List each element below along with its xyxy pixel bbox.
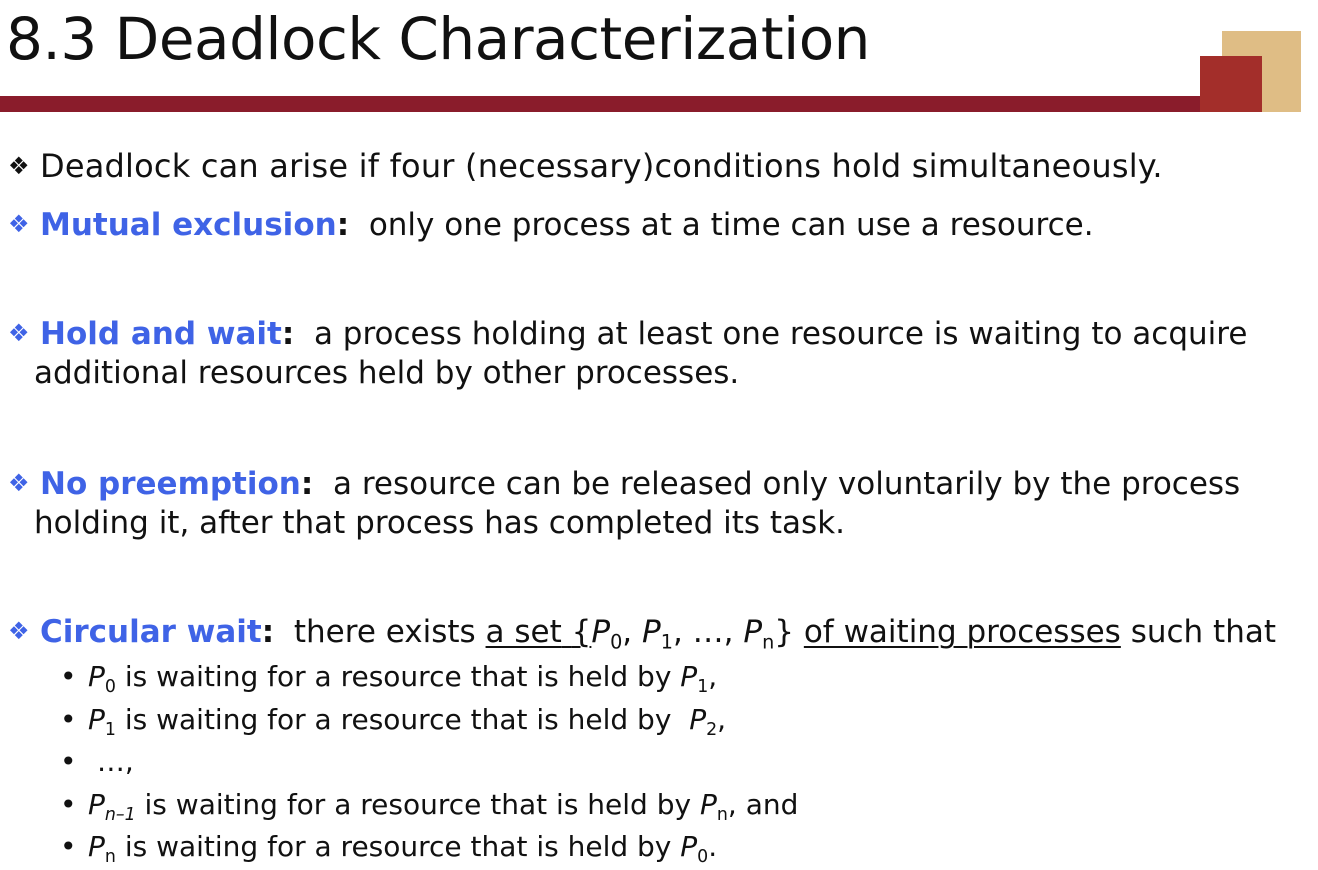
condition-circular-wait: ❖ Circular wait: there exists a set {$P_0$, $P_1$, …, $P_n$} of waiting processes such that xyxy=(8,611,1276,652)
wait-bullet-row: • $P_1$ is waiting for a resource that is held by $P_2$, xyxy=(60,703,727,741)
wait-bullet-row xyxy=(60,744,134,780)
waiting-phrase: of waiting processes xyxy=(803,614,1121,650)
title-decoration-front xyxy=(1200,56,1262,112)
condition-continuation: holding it, after that process has completed its task. xyxy=(34,505,846,541)
bullet-text: is waiting for a resource that is held by xyxy=(144,788,692,821)
condition-term: Hold and wait xyxy=(40,316,282,352)
process-subscript: 1 xyxy=(660,630,673,654)
process-subscript: n xyxy=(762,630,775,654)
condition-no-preemption xyxy=(8,463,1240,504)
process-symbol: P xyxy=(88,830,105,863)
set-phrase: a set { xyxy=(485,614,592,650)
condition-text: a resource can be released only voluntarily by the process xyxy=(333,466,1241,502)
process-symbol: P xyxy=(689,703,707,736)
condition-term: No preemption xyxy=(40,466,301,502)
bullet-text: is waiting for a resource that is held by xyxy=(124,660,672,693)
wait-bullet-row: • $P_n$ is waiting for a resource that is held by $P_0$. xyxy=(60,830,718,868)
title-rule xyxy=(0,96,1200,112)
intro-text: Deadlock can arise if four (necessary)conditions hold simultaneously. xyxy=(40,147,1163,185)
wait-bullet-row: • $P_0$ is waiting for a resource that is held by $P_1$, xyxy=(60,660,718,698)
condition-colon: : xyxy=(281,316,295,352)
process-symbol: P xyxy=(88,703,105,736)
intro-line xyxy=(8,146,1163,186)
process-symbol: P xyxy=(680,660,698,693)
diamond-bullet-icon: ❖ xyxy=(8,319,30,347)
condition-colon: : xyxy=(336,207,350,243)
bullet-dot-icon: • xyxy=(60,703,77,736)
process-symbol: P xyxy=(642,614,661,650)
process-subscript: 0 xyxy=(610,630,623,654)
process-symbol: P xyxy=(591,614,611,650)
diamond-bullet-icon: ❖ xyxy=(8,469,30,497)
bullet-dot-icon: • xyxy=(60,660,77,693)
condition-colon: : xyxy=(300,466,314,502)
condition-text: only one process at a time can use a resource. xyxy=(368,207,1094,243)
bullet-text: is waiting for a resource that is held by xyxy=(124,830,672,863)
condition-continuation: additional resources held by other processes. xyxy=(34,355,740,391)
condition-colon: : xyxy=(261,614,275,650)
condition-text: a process holding at least one resource is waiting to acquire xyxy=(313,316,1248,352)
process-symbol: P xyxy=(88,788,105,821)
process-symbol: P xyxy=(699,788,717,821)
condition-term: Mutual exclusion xyxy=(40,207,337,243)
condition-tail: such that xyxy=(1130,614,1277,650)
diamond-bullet-icon: ❖ xyxy=(8,617,30,645)
condition-mutual-exclusion xyxy=(8,204,1094,245)
diamond-bullet-icon: ❖ xyxy=(8,152,30,180)
bullet-dot-icon: • xyxy=(60,830,77,863)
condition-hold-and-wait xyxy=(8,313,1247,354)
bullet-dot-icon: • xyxy=(60,788,77,821)
bullet-text: …, xyxy=(96,745,134,778)
process-symbol: P xyxy=(743,614,763,650)
condition-term: Circular wait xyxy=(40,614,262,650)
process-symbol: P xyxy=(680,830,698,863)
condition-text: there exists xyxy=(293,614,476,650)
wait-bullet-row: • $P_{n-1}$ is waiting for a resource that is held by $P_n$, and xyxy=(60,788,799,826)
slide-title: 8.3 Deadlock Characterization xyxy=(6,5,870,73)
bullet-dot-icon: • xyxy=(60,745,77,778)
diamond-bullet-icon: ❖ xyxy=(8,210,30,238)
set-ellipsis: …, xyxy=(692,614,734,650)
bullet-text: is waiting for a resource that is held by xyxy=(124,703,672,736)
process-symbol: P xyxy=(88,660,105,693)
